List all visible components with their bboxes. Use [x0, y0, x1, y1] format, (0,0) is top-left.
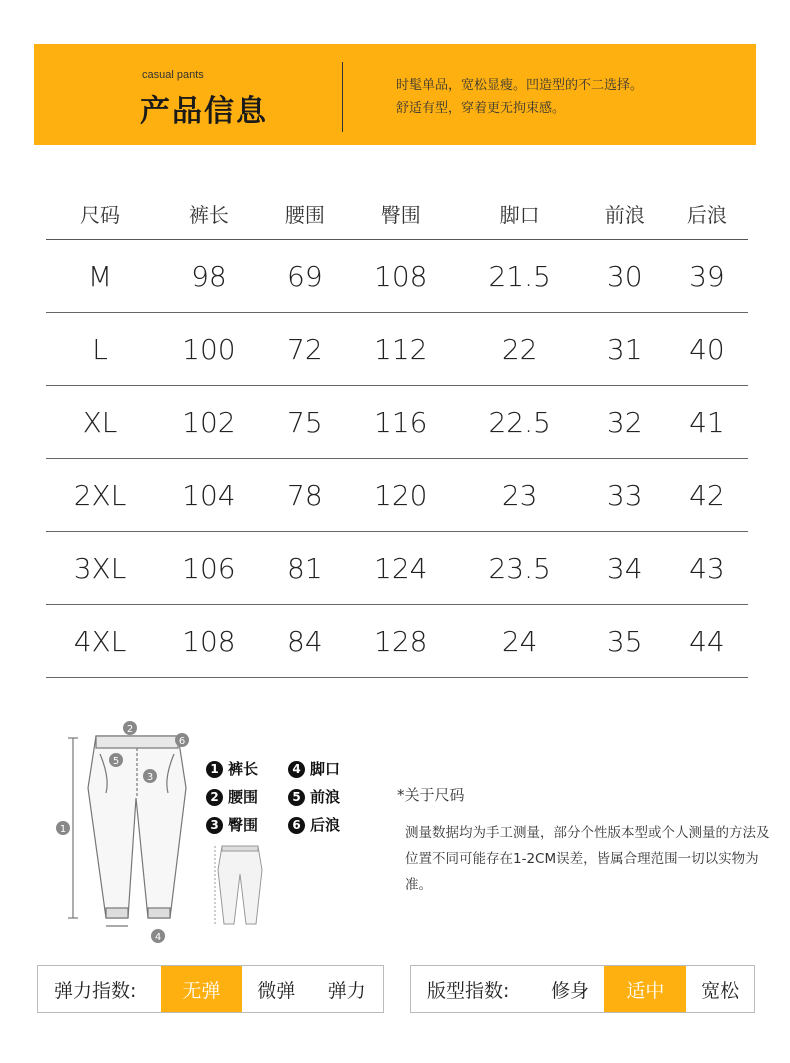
legend-number-icon: 2 [206, 789, 223, 806]
table-row [46, 240, 748, 313]
table-cell: 33 [584, 459, 666, 532]
header-subtitle: casual pants [142, 69, 204, 81]
table-cell: 22.5 [456, 386, 584, 459]
table-cell: 124 [346, 532, 456, 605]
table-cell: 112 [346, 313, 456, 386]
svg-text:3: 3 [146, 772, 154, 783]
table-cell: 43 [666, 532, 748, 605]
table-row [46, 605, 748, 678]
table-cell: 44 [666, 605, 748, 678]
table-cell: M [46, 240, 154, 313]
table-cell: 34 [584, 532, 666, 605]
table-cell: 81 [264, 532, 346, 605]
header-banner [34, 44, 756, 145]
legend-label: 前浪 [310, 788, 341, 806]
table-cell: 23 [456, 459, 584, 532]
header-description [396, 74, 643, 120]
header-desc-line2: 舒适有型，穿着更无拘束感。 [396, 101, 566, 116]
legend-label: 裤长 [228, 760, 259, 778]
legend-item [288, 786, 340, 807]
table-cell: 31 [584, 313, 666, 386]
header-divider [342, 62, 343, 132]
table-cell: 128 [346, 605, 456, 678]
table-cell: 3XL [46, 532, 154, 605]
header-title: 产品信息 [140, 94, 268, 129]
elasticity-option-slight: 微弹 [257, 979, 296, 1002]
col-header-front-rise: 前浪 [584, 188, 666, 240]
legend-label: 脚口 [310, 760, 341, 778]
header-desc-line1: 时髦单品，宽松显瘦。凹造型的不二选择。 [396, 78, 644, 93]
table-cell: 100 [154, 313, 264, 386]
table-cell: 23.5 [456, 532, 584, 605]
table-row [46, 313, 748, 386]
col-header-length: 裤长 [154, 188, 264, 240]
table-row [46, 459, 748, 532]
legend-item [206, 814, 258, 835]
table-cell: 78 [264, 459, 346, 532]
legend-number-icon: 6 [288, 817, 305, 834]
table-cell: 4XL [46, 605, 154, 678]
table-cell: XL [46, 386, 154, 459]
legend-label: 腰围 [228, 788, 259, 806]
legend-label: 后浪 [310, 816, 341, 834]
size-table-header-row [46, 188, 748, 240]
table-cell: 116 [346, 386, 456, 459]
table-cell: 41 [666, 386, 748, 459]
pants-measurement-diagram [48, 718, 198, 948]
table-cell: 35 [584, 605, 666, 678]
table-cell: 120 [346, 459, 456, 532]
table-row [46, 386, 748, 459]
fit-scale [410, 965, 755, 1013]
table-cell: 24 [456, 605, 584, 678]
col-header-hip: 臀围 [346, 188, 456, 240]
svg-text:2: 2 [126, 724, 134, 735]
elasticity-option-none: 无弹 [161, 966, 242, 1012]
size-table [46, 188, 748, 678]
svg-text:5: 5 [112, 756, 120, 767]
legend-item [288, 758, 340, 779]
col-header-waist: 腰围 [264, 188, 346, 240]
elasticity-label: 弹力指数: [54, 979, 137, 1002]
col-header-size: 尺码 [46, 188, 154, 240]
table-cell: 108 [154, 605, 264, 678]
table-cell: 108 [346, 240, 456, 313]
fit-option-regular: 适中 [604, 966, 686, 1012]
table-cell: 72 [264, 313, 346, 386]
legend-item [206, 758, 258, 779]
elasticity-scale [37, 965, 384, 1013]
svg-text:4: 4 [154, 932, 162, 943]
legend-item [288, 814, 340, 835]
fit-label: 版型指数: [427, 979, 510, 1002]
svg-text:1: 1 [59, 824, 67, 835]
table-cell: 75 [264, 386, 346, 459]
table-cell: 2XL [46, 459, 154, 532]
table-cell: 69 [264, 240, 346, 313]
fit-option-loose: 宽松 [701, 979, 740, 1002]
table-cell: 42 [666, 459, 748, 532]
legend-number-icon: 4 [288, 761, 305, 778]
table-cell: 40 [666, 313, 748, 386]
table-cell: 102 [154, 386, 264, 459]
svg-text:6: 6 [178, 736, 186, 747]
pants-thumbnail-diagram [210, 840, 270, 930]
legend-number-icon: 1 [206, 761, 223, 778]
size-note-title: *关于尺码 [397, 786, 465, 804]
table-cell: L [46, 313, 154, 386]
table-cell: 106 [154, 532, 264, 605]
table-cell: 104 [154, 459, 264, 532]
col-header-hem: 脚口 [456, 188, 584, 240]
elasticity-option-stretch: 弹力 [327, 979, 366, 1002]
legend-item [206, 786, 258, 807]
size-note-body: 测量数据均为手工测量，部分个性版本型或个人测量的方法及位置不同可能存在1-2CM误差，皆属合理范围一切以实物为准。 [405, 825, 770, 893]
table-cell: 30 [584, 240, 666, 313]
legend-number-icon: 5 [288, 789, 305, 806]
table-cell: 39 [666, 240, 748, 313]
table-cell: 22 [456, 313, 584, 386]
table-cell: 98 [154, 240, 264, 313]
col-header-back-rise: 后浪 [666, 188, 748, 240]
table-cell: 21.5 [456, 240, 584, 313]
table-cell: 32 [584, 386, 666, 459]
legend-label: 臀围 [228, 816, 259, 834]
fit-option-slim: 修身 [551, 979, 590, 1002]
legend-number-icon: 3 [206, 817, 223, 834]
table-row [46, 532, 748, 605]
table-cell: 84 [264, 605, 346, 678]
